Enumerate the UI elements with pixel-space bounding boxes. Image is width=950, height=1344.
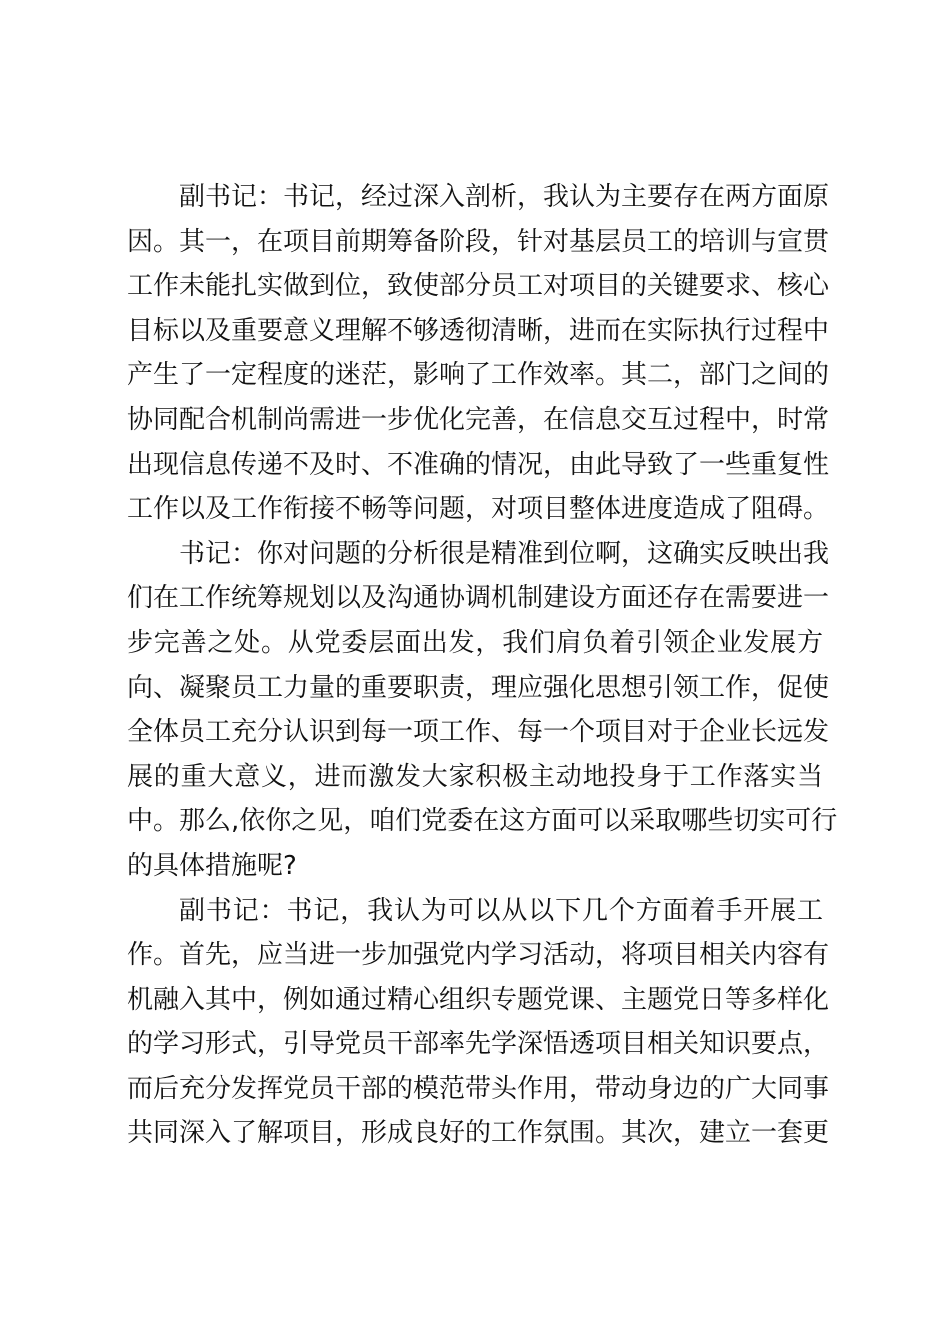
paragraph-line: 书记：你对问题的分析很是精准到位啊，这确实反映出我 <box>179 538 830 569</box>
paragraph-line: 目标以及重要意义理解不够透彻清晰，进而在实际执行过程中 <box>127 315 830 346</box>
paragraph-secretary-response <box>127 532 838 889</box>
paragraph-line: 的具体措施呢? <box>127 850 297 881</box>
paragraph-line: 副书记：书记，我认为可以从以下几个方面着手开展工 <box>179 895 823 926</box>
paragraph-line: 协同配合机制尚需进一步优化完善，在信息交互过程中，时常 <box>127 404 830 435</box>
paragraph-line: 们在工作统筹规划以及沟通协调机制建设方面还存在需要进一 <box>127 583 830 614</box>
paragraph-line: 步完善之处。从党委层面出发，我们肩负着引领企业发展方 <box>127 627 823 658</box>
paragraph-line: 副书记：书记，经过深入剖析，我认为主要存在两方面原 <box>179 182 830 212</box>
paragraph-line: 的学习形式，引导党员干部率先学深悟透项目相关知识要点， <box>127 1029 830 1060</box>
paragraph-line: 向、凝聚员工力量的重要职责，理应强化思想引领工作，促使 <box>127 672 830 703</box>
paragraph-line: 作。首先，应当进一步加强党内学习活动，将项目相关内容有 <box>127 940 830 971</box>
paragraph-deputy-secretary-measures <box>127 889 830 1157</box>
paragraph-line: 工作以及工作衔接不畅等问题，对项目整体进度造成了阻碍。 <box>127 494 830 525</box>
paragraph-line: 而后充分发挥党员干部的模范带头作用，带动身边的广大同事 <box>127 1073 830 1104</box>
paragraph-line: 展的重大意义，进而激发大家积极主动地投身于工作落实当 <box>127 761 823 792</box>
paragraph-line: 中。那么,依你之见，咱们党委在这方面可以采取哪些切实可行 <box>127 806 838 837</box>
paragraph-line: 全体员工充分认识到每一项工作、每一个项目对于企业长远发 <box>127 717 830 748</box>
paragraph-line: 工作未能扎实做到位，致使部分员工对项目的关键要求、核心 <box>127 271 830 302</box>
paragraph-line: 因。其一，在项目前期筹备阶段，针对基层员工的培训与宣贯 <box>127 226 830 257</box>
document-body <box>127 175 838 1156</box>
paragraph-deputy-secretary-analysis <box>127 175 830 532</box>
paragraph-line: 产生了一定程度的迷茫，影响了工作效率。其二，部门之间的 <box>127 360 830 391</box>
paragraph-line: 机融入其中，例如通过精心组织专题党课、主题党日等多样化 <box>127 984 830 1015</box>
paragraph-line: 共同深入了解项目，形成良好的工作氛围。其次，建立一套更 <box>127 1118 830 1149</box>
paragraph-line: 出现信息传递不及时、不准确的情况，由此导致了一些重复性 <box>127 449 830 480</box>
